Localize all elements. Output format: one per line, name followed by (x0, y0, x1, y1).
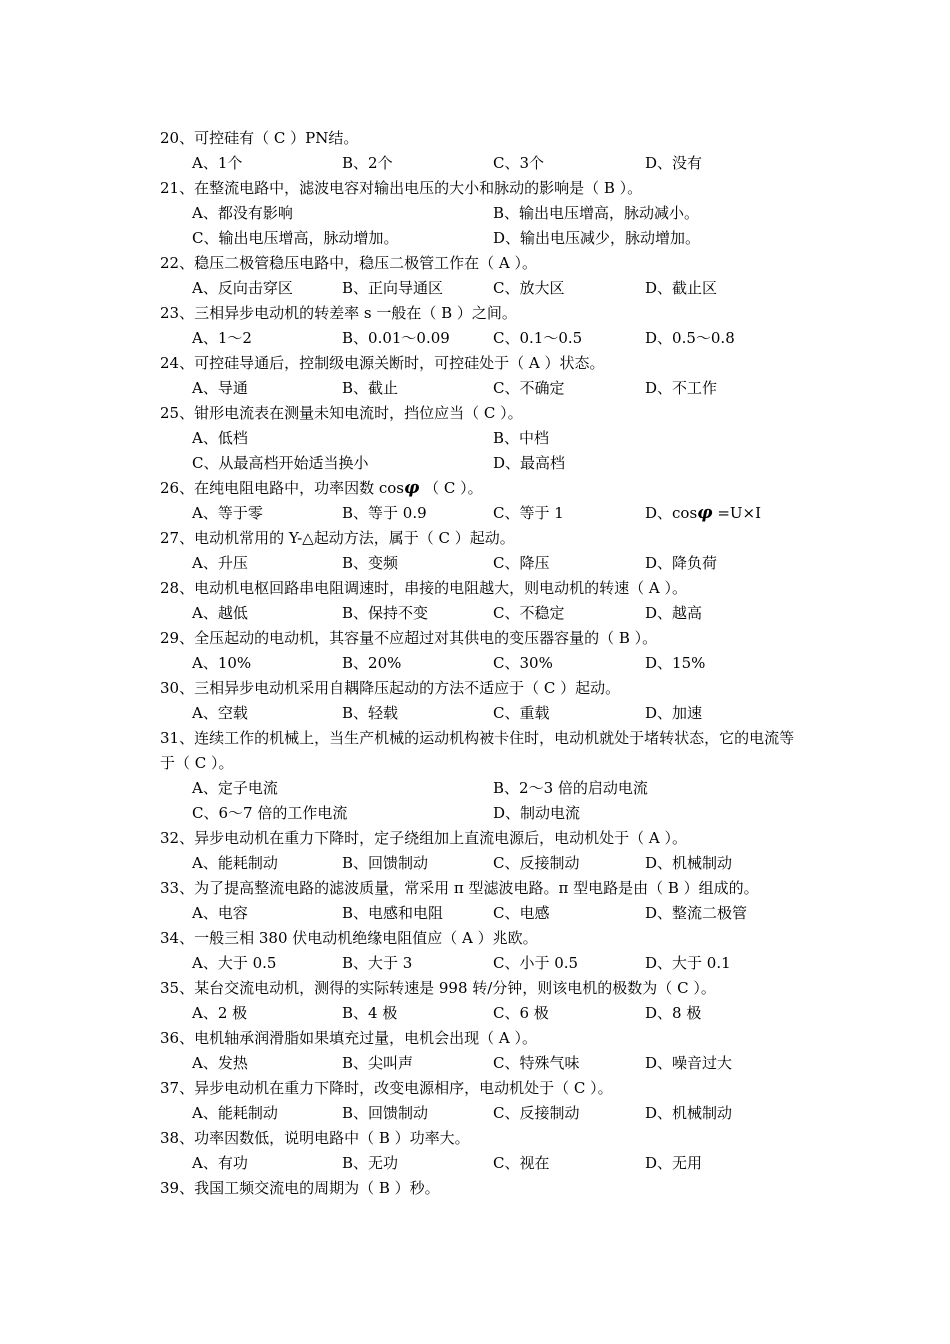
question-list (160, 126, 800, 1201)
question-stem: 20、可控硅有（ C ）PN结。 (160, 129, 359, 147)
answer-option: B、输出电压增高，脉动减小。 (493, 204, 700, 222)
answer-option: C、小于 0.5 (493, 954, 579, 972)
option-row (160, 551, 800, 576)
option-row (160, 851, 800, 876)
answer-option: B、4 极 (342, 1004, 398, 1022)
answer-option: B、轻载 (342, 704, 399, 722)
question-stem: 33、为了提高整流电路的滤波质量，常采用 π 型滤波电路。π 型电路是由（ B ）组成的。 (160, 879, 759, 897)
answer-option: D、无用 (645, 1154, 703, 1172)
answer-option: B、变频 (342, 554, 399, 572)
answer-option: B、截止 (342, 379, 399, 397)
answer-option: B、0.01～0.09 (342, 329, 450, 347)
answer-option: A、都没有影响 (192, 204, 293, 222)
option-tail: =U×I (712, 504, 762, 522)
answer-option: D、0.5～0.8 (645, 329, 735, 347)
option-row (160, 376, 800, 401)
question-stem-tail: （ C ）。 (419, 479, 483, 497)
question-stem: 34、一般三相 380 伏电动机绝缘电阻值应（ A ）兆欧。 (160, 929, 538, 947)
answer-option: B、回馈制动 (342, 854, 429, 872)
answer-option: D、加速 (645, 704, 703, 722)
answer-option: A、定子电流 (192, 779, 278, 797)
answer-option: D、输出电压减少，脉动增加。 (493, 229, 701, 247)
answer-option: D、大于 0.1 (645, 954, 731, 972)
answer-option: C、反接制动 (493, 854, 580, 872)
option-row (160, 451, 800, 476)
answer-option: B、回馈制动 (342, 1104, 429, 1122)
question-stem: 37、异步电动机在重力下降时，改变电源相序，电动机处于（ C ）。 (160, 1079, 613, 1097)
answer-option: B、等于 0.9 (342, 504, 427, 522)
option-row (160, 276, 800, 301)
answer-option: D、越高 (645, 604, 703, 622)
question-stem: 21、在整流电路中，滤波电容对输出电压的大小和脉动的影响是（ B ）。 (160, 179, 643, 197)
answer-option: C、降压 (493, 554, 550, 572)
answer-option: A、越低 (192, 604, 248, 622)
answer-option: D、截止区 (645, 279, 718, 297)
answer-option: D、没有 (645, 154, 703, 172)
option-row (160, 326, 800, 351)
answer-option: A、导通 (192, 379, 248, 397)
option-row (160, 901, 800, 926)
answer-option: C、6 极 (493, 1004, 549, 1022)
question-stem: 39、我国工频交流电的周期为（ B ）秒。 (160, 1179, 440, 1197)
question-stem: 23、三相异步电动机的转差率 s 一般在（ B ）之间。 (160, 304, 517, 322)
question-stem: 30、三相异步电动机采用自耦降压起动的方法不适应于（ C ）起动。 (160, 679, 621, 697)
answer-option: D、制动电流 (493, 804, 581, 822)
question-stem: 32、异步电动机在重力下降时，定子绕组加上直流电源后，电动机处于（ A ）。 (160, 829, 687, 847)
answer-option: D、最高档 (493, 454, 566, 472)
answer-option: C、视在 (493, 1154, 550, 1172)
answer-option: B、20% (342, 654, 402, 672)
answer-option: D、降负荷 (645, 554, 718, 572)
option-row (160, 951, 800, 976)
answer-option: C、30% (493, 654, 553, 672)
answer-option: A、10% (192, 654, 252, 672)
option-row (160, 651, 800, 676)
question-stem: 24、可控硅导通后，控制级电源关断时，可控硅处于（ A ）状态。 (160, 354, 605, 372)
question-stem: 31、连续工作的机械上，当生产机械的运动机构被卡住时，电动机就处于堵转状态，它的电流等于（ C ）。 (160, 729, 795, 772)
answer-option: A、2 极 (192, 1004, 248, 1022)
answer-option: C、不稳定 (493, 604, 565, 622)
option-row (160, 776, 800, 801)
question-stem: 26、在纯电阻电路中，功率因数 cosφ （ C ）。 (160, 478, 483, 498)
answer-option: D、不工作 (645, 379, 718, 397)
option-row (160, 501, 800, 526)
option-row (160, 601, 800, 626)
option-row (160, 1101, 800, 1126)
answer-option: B、2个 (342, 154, 393, 172)
question-stem: 38、功率因数低，说明电路中（ B ）功率大。 (160, 1129, 470, 1147)
answer-option: C、反接制动 (493, 1104, 580, 1122)
answer-option: A、有功 (192, 1154, 248, 1172)
answer-option: A、能耗制动 (192, 1104, 278, 1122)
phi-symbol: φ (404, 478, 420, 498)
option-row (160, 1001, 800, 1026)
option-row (160, 1051, 800, 1076)
question-stem: 36、电机轴承润滑脂如果填充过量，电机会出现（ A ）。 (160, 1029, 537, 1047)
answer-option: C、特殊气味 (493, 1054, 580, 1072)
answer-option: A、反向击穿区 (192, 279, 293, 297)
answer-option: D、8 极 (645, 1004, 702, 1022)
answer-option: D、整流二极管 (645, 904, 748, 922)
answer-option: A、1～2 (192, 329, 252, 347)
question-stem: 27、电动机常用的 Y-△起动方法，属于（ C ）起动。 (160, 529, 515, 547)
question-stem: 28、电动机电枢回路串电阻调速时，串接的电阻越大，则电动机的转速（ A ）。 (160, 579, 687, 597)
answer-option: C、0.1～0.5 (493, 329, 583, 347)
option-row (160, 201, 800, 226)
question-stem: 22、稳压二极管稳压电路中，稳压二极管工作在（ A ）。 (160, 254, 537, 272)
option-row (160, 701, 800, 726)
answer-option: D、15% (645, 654, 706, 672)
answer-option: C、从最高档开始适当换小 (192, 454, 369, 472)
answer-option: B、2～3 倍的启动电流 (493, 779, 648, 797)
phi-symbol: φ (697, 503, 713, 523)
answer-option: D、机械制动 (645, 1104, 733, 1122)
answer-option: A、发热 (192, 1054, 248, 1072)
answer-option: A、1个 (192, 154, 243, 172)
answer-option: D、机械制动 (645, 854, 733, 872)
question-stem: 25、钳形电流表在测量未知电流时，挡位应当（ C ）。 (160, 404, 523, 422)
option-row (160, 151, 800, 176)
question-stem: 29、全压起动的电动机，其容量不应超过对其供电的变压器容量的（ B ）。 (160, 629, 658, 647)
answer-option: C、电感 (493, 904, 550, 922)
answer-option: C、重载 (493, 704, 550, 722)
answer-option: A、等于零 (192, 504, 263, 522)
answer-option: A、升压 (192, 554, 248, 572)
answer-option: C、输出电压增高，脉动增加。 (192, 229, 399, 247)
answer-option: A、低档 (192, 429, 248, 447)
answer-option: B、无功 (342, 1154, 399, 1172)
question-stem: 35、某台交流电动机，测得的实际转速是 998 转/分钟，则该电机的极数为（ C ）。 (160, 979, 716, 997)
answer-option: B、尖叫声 (342, 1054, 414, 1072)
option-row (160, 226, 800, 251)
answer-option: B、电感和电阻 (342, 904, 444, 922)
answer-option: A、电容 (192, 904, 248, 922)
answer-option: A、大于 0.5 (192, 954, 277, 972)
answer-option: D、噪音过大 (645, 1054, 733, 1072)
option-row (160, 1151, 800, 1176)
answer-option: B、正向导通区 (342, 279, 444, 297)
answer-option: C、放大区 (493, 279, 565, 297)
option-row (160, 426, 800, 451)
option-row (160, 801, 800, 826)
answer-option: A、空载 (192, 704, 248, 722)
answer-option: B、中档 (493, 429, 550, 447)
answer-option: B、大于 3 (342, 954, 413, 972)
answer-option: A、能耗制动 (192, 854, 278, 872)
answer-option: C、6～7 倍的工作电流 (192, 804, 348, 822)
answer-option: C、3个 (493, 154, 545, 172)
answer-option: B、保持不变 (342, 604, 429, 622)
answer-option: C、不确定 (493, 379, 565, 397)
answer-option: D、cosφ =U×I (645, 503, 762, 523)
answer-option: C、等于 1 (493, 504, 564, 522)
